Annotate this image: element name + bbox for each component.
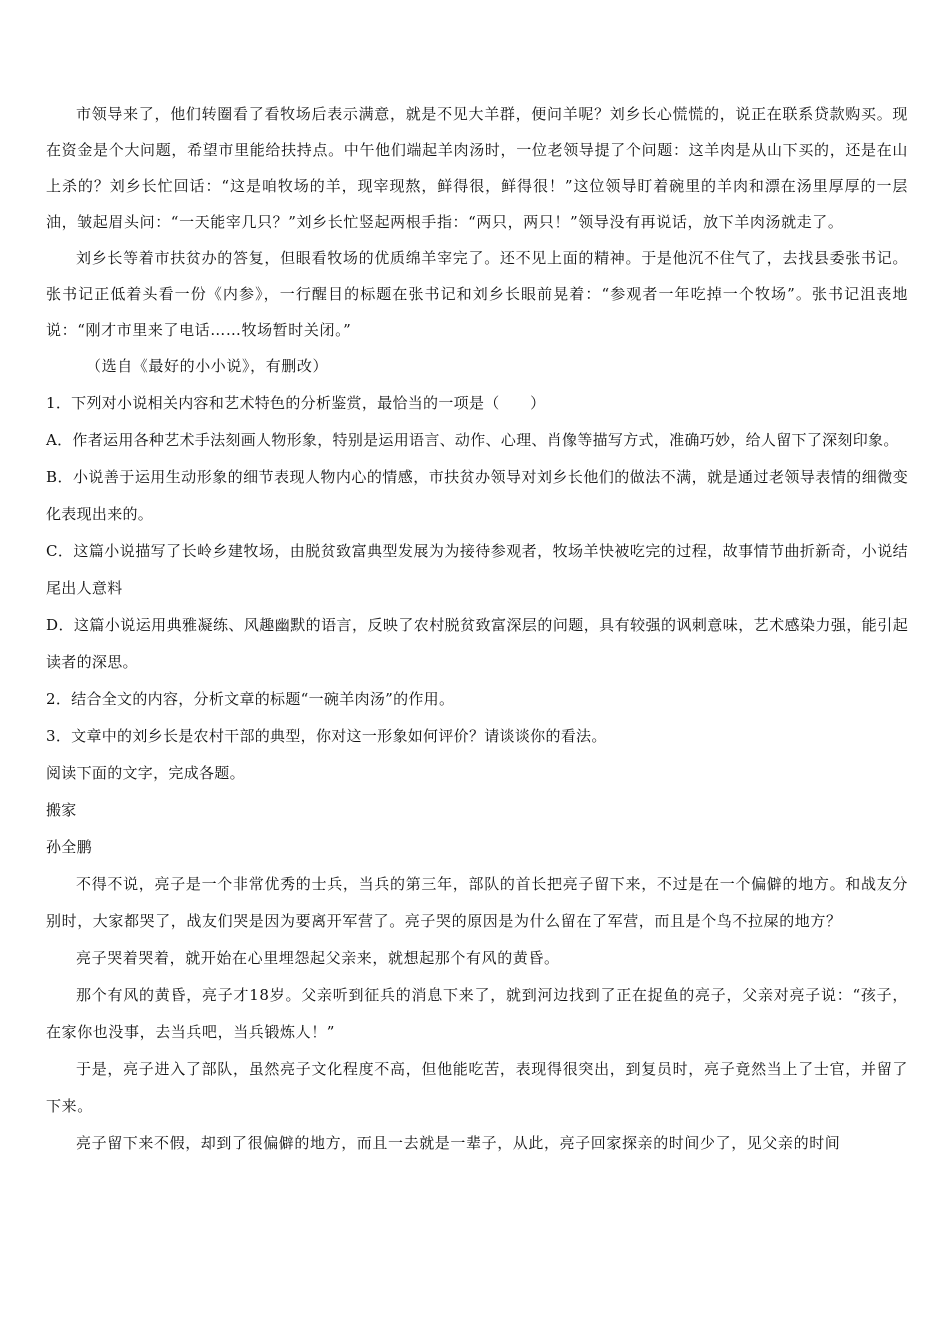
question-1-option-d: D．这篇小说运用典雅凝练、风趣幽默的语言，反映了农村脱贫致富深层的问题，具有较强的讽刺意味，艺术感染力强，能引起读者的深思。 bbox=[46, 616, 908, 671]
story2-paragraph-5: 亮子留下来不假，却到了很偏僻的地方，而且一去就是一辈子，从此，亮子回家探亲的时间少了，见父亲的时间 bbox=[76, 1134, 841, 1152]
story2-author: 孙全鹏 bbox=[46, 838, 92, 856]
question-1-option-a: A．作者运用各种艺术手法刻画人物形象，特别是运用语言、动作、心理、肖像等描写方式，准确巧妙，给人留下了深刻印象。 bbox=[46, 431, 899, 449]
question-3: 3．文章中的刘乡长是农村干部的典型，你对这一形象如何评价？请谈谈你的看法。 bbox=[46, 727, 607, 745]
story2-paragraph-1: 不得不说，亮子是一个非常优秀的士兵，当兵的第三年，部队的首长把亮子留下来，不过是在一个偏僻的地方。和战友分别时，大家都哭了，战友们哭是因为要离开军营了。亮子哭的原因是为什么留在了军营，而且是个鸟不拉屎的地方？ bbox=[46, 875, 908, 930]
story1-source: （选自《最好的小小说》，有删改） bbox=[86, 357, 329, 375]
document-body bbox=[46, 96, 908, 1162]
story1-paragraph-1: 市领导来了，他们转圈看了看牧场后表示满意，就是不见大羊群，便问羊呢？刘乡长心慌慌的，说正在联系贷款购买。现在资金是个大问题，希望市里能给扶持点。中午他们端起羊肉汤时，一位老领导提了个问题：这羊肉是从山下买的，还是在山上杀的？刘乡长忙回话：“这是咱牧场的羊，现宰现熬，鲜得很，鲜得很！”这位领导盯着碗里的羊肉和漂在汤里厚厚的一层油，皱起眉头问：“一天能宰几只？”刘乡长忙竖起两根手指：“两只，两只！”领导没有再说话，放下羊肉汤就走了。 bbox=[46, 105, 908, 231]
question-1-option-c: C．这篇小说描写了长岭乡建牧场，由脱贫致富典型发展为为接待参观者，牧场羊快被吃完的过程，故事情节曲折新奇，小说结尾出人意料 bbox=[46, 542, 908, 597]
story2-paragraph-4: 于是，亮子进入了部队，虽然亮子文化程度不高，但他能吃苦，表现得很突出，到复员时，亮子竟然当上了士官，并留了下来。 bbox=[46, 1060, 908, 1115]
question-1-stem: 1．下列对小说相关内容和艺术特色的分析鉴赏，最恰当的一项是（ ） bbox=[46, 394, 546, 412]
question-1-option-b: B．小说善于运用生动形象的细节表现人物内心的情感，市扶贫办领导对刘乡长他们的做法不满，就是通过老领导表情的细微变化表现出来的。 bbox=[46, 468, 908, 523]
story1-paragraph-2: 刘乡长等着市扶贫办的答复，但眼看牧场的优质绵羊宰完了。还不见上面的精神。于是他沉不住气了，去找县委张书记。张书记正低着头看一份《内参》，一行醒目的标题在张书记和刘乡长眼前晃着：“参观者一年吃掉一个牧场”。张书记沮丧地说：“刚才市里来了电话……牧场暂时关闭。” bbox=[46, 249, 908, 339]
story2-title: 搬家 bbox=[46, 801, 77, 819]
question-2: 2．结合全文的内容，分析文章的标题“一碗羊肉汤”的作用。 bbox=[46, 690, 455, 708]
story2-paragraph-2: 亮子哭着哭着，就开始在心里埋怨起父亲来，就想起那个有风的黄昏。 bbox=[76, 949, 560, 967]
story2-instruction: 阅读下面的文字，完成各题。 bbox=[46, 764, 245, 782]
story2-paragraph-3: 那个有风的黄昏，亮子才18岁。父亲听到征兵的消息下来了，就到河边找到了正在捉鱼的亮子，父亲对亮子说：“孩子，在家你也没事，去当兵吧，当兵锻炼人！” bbox=[46, 986, 908, 1041]
